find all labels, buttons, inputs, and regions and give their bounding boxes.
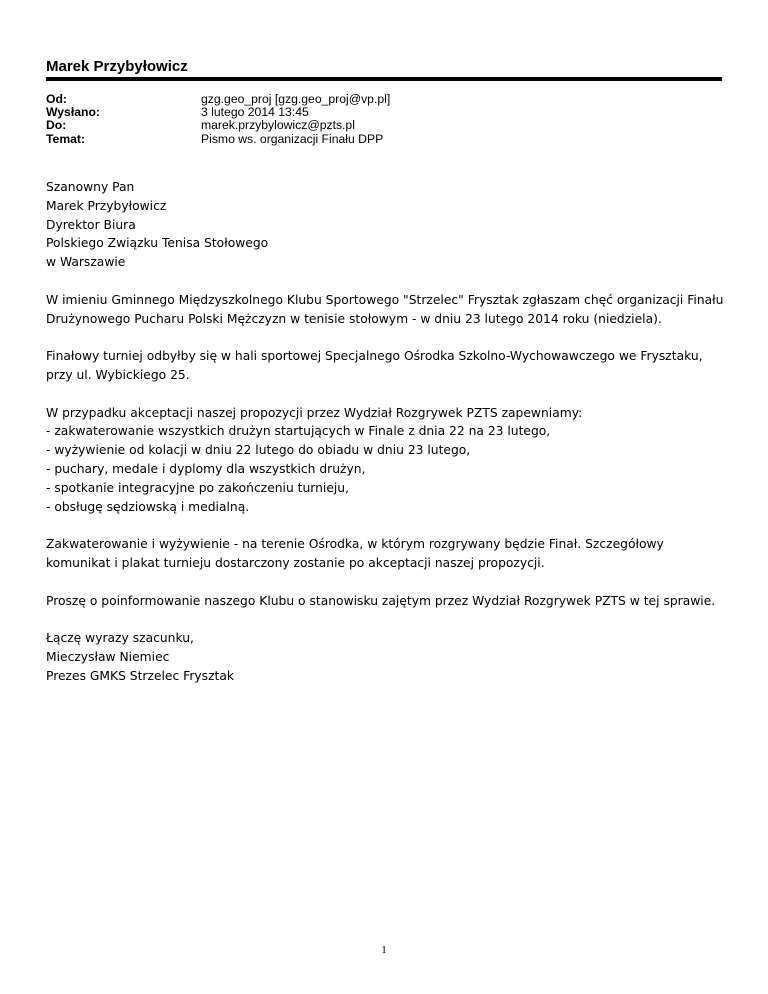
address-line: Szanowny Pan <box>46 180 135 194</box>
paragraph-request <box>46 592 726 611</box>
sent-label: Wysłano: <box>46 105 100 120</box>
signature-line: Łączę wyrazy szacunku, <box>46 631 194 646</box>
address-line: Polskiego Związku Tenisa Stołowego <box>46 236 269 251</box>
letter-body <box>46 178 726 704</box>
header-row-subject <box>46 133 390 146</box>
subject-label: Temat: <box>46 131 86 146</box>
mailbox-owner-name: Marek Przybyłowicz <box>46 58 188 75</box>
address-line: Dyrektor Biura <box>46 217 136 232</box>
paragraph-line: komunikat i plakat turnieju dostarczony zostanie po akceptacji naszej propozycji. <box>46 555 545 570</box>
subject-value: Pismo ws. organizacji Finału DPP <box>201 131 384 146</box>
from-label: Od: <box>46 92 67 106</box>
paragraph-intro <box>46 291 726 329</box>
paragraph-accommodation <box>46 535 726 573</box>
paragraph-line: Proszę o poinformowanie naszego Klubu o stanowisku zajętym przez Wydział Rozgrywek PZTS w tej sprawie. <box>46 593 716 608</box>
paragraph-line: W imieniu Gminnego Międzyszkolnego Klubu Sportowego "Strzelec" Frysztak zgłaszam chęć organizacji Finału <box>46 292 724 307</box>
paragraph-venue <box>46 347 726 385</box>
paragraph-provisions <box>46 404 726 517</box>
header-divider <box>46 77 722 81</box>
paragraph-line: Drużynowego Pucharu Polski Mężczyzn w tenisie stołowym - w dniu 23 lutego 2014 roku (niedziela). <box>46 311 662 326</box>
paragraph-line: Zakwaterowanie i wyżywienie - na terenie Ośrodka, w którym rozgrywany będzie Finał. Szczegółowy <box>46 537 664 552</box>
list-item: - wyżywienie od kolacji w dniu 22 lutego do obiadu w dniu 23 lutego, <box>46 443 471 458</box>
list-item: - obsługę sędziowską i medialną. <box>46 499 250 514</box>
list-item: - puchary, medale i dyplomy dla wszystkich drużyn, <box>46 461 366 476</box>
paragraph-line: Finałowy turniej odbyłby się w hali sportowej Specjalnego Ośrodka Szkolno-Wychowawczego we Frysztaku, <box>46 349 703 364</box>
to-label: Do: <box>46 118 67 133</box>
address-line: w Warszawie <box>46 255 126 270</box>
paragraph-line: przy ul. Wybickiego 25. <box>46 367 190 382</box>
recipient-address <box>46 178 726 272</box>
page-number: 1 <box>381 944 387 956</box>
signature-line: Mieczysław Niemiec <box>46 649 170 664</box>
header-row-to <box>46 119 390 132</box>
email-header <box>46 93 390 146</box>
paragraph-line: W przypadku akceptacji naszej propozycji przez Wydział Rozgrywek PZTS zapewniamy: <box>46 405 583 420</box>
sent-value: 3 lutego 2014 13:45 <box>201 105 309 120</box>
from-value: gzg.geo_proj [gzg.geo_proj@vp.pl] <box>201 92 391 106</box>
signature-line: Prezes GMKS Strzelec Frysztak <box>46 668 235 683</box>
list-item: - spotkanie integracyjne po zakończeniu turnieju, <box>46 480 350 495</box>
to-value: marek.przybylowicz@pzts.pl <box>201 118 355 133</box>
address-line: Marek Przybyłowicz <box>46 198 167 213</box>
list-item: - zakwaterowanie wszystkich drużyn startujących w Finale z dnia 22 na 23 lutego, <box>46 424 551 439</box>
signature-block <box>46 629 726 685</box>
